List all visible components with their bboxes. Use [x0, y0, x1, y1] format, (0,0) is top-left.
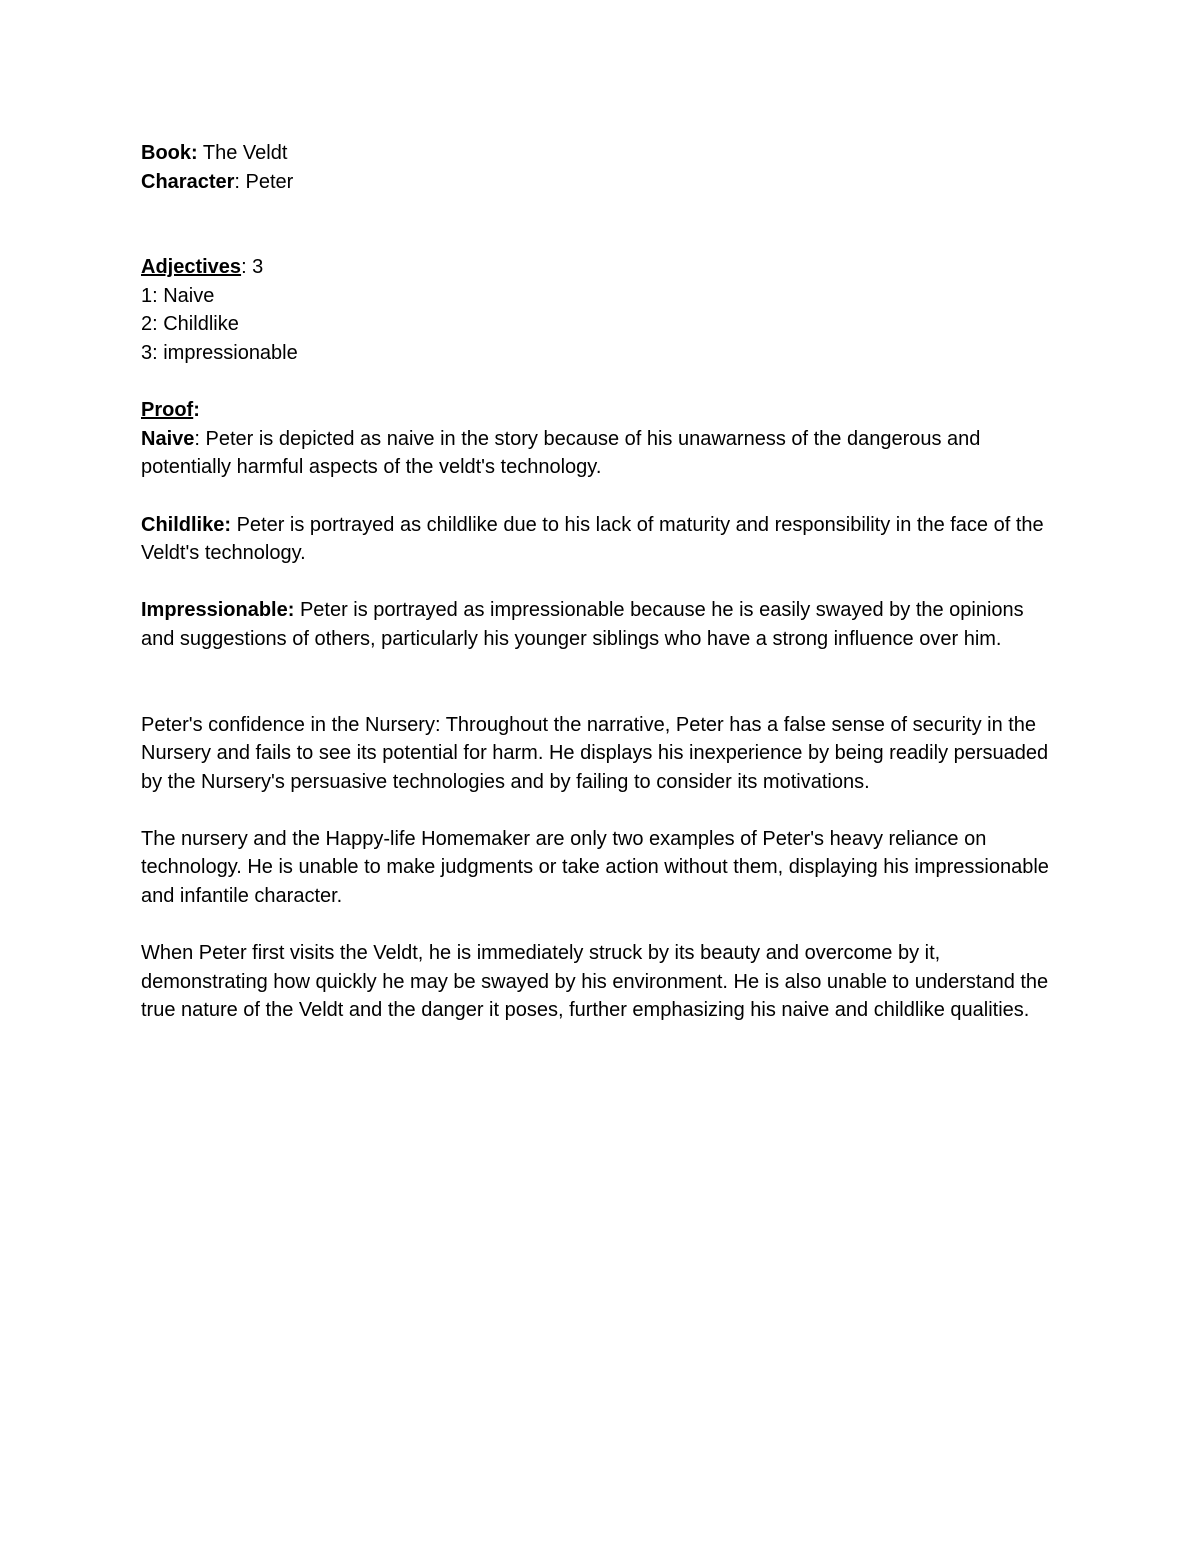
adjectives-count: : 3	[241, 256, 264, 279]
proof-naive-term: Naive	[141, 427, 195, 450]
proof-impressionable-term: Impressionable:	[141, 599, 295, 622]
proof-impressionable	[141, 596, 1061, 653]
proof-childlike-text: Peter is portrayed as childlike due to his lack of maturity and responsibility in the face of the Veldt's technology.	[141, 513, 1044, 565]
proof-heading-line	[141, 396, 1061, 425]
spacer	[141, 911, 1061, 940]
character-line	[141, 168, 1061, 197]
character-label: Character	[141, 170, 235, 193]
character-value: : Peter	[234, 170, 294, 193]
book-label: Book:	[141, 142, 198, 164]
adjectives-heading: Adjectives	[141, 256, 242, 279]
paragraph-reliance: The nursery and the Happy-life Homemaker are only two examples of Peter's heavy reliance on technology. He is unable to make judgments or take action without them, displaying his impressionable and infantile character.	[141, 827, 1049, 908]
proof-impressionable-text: Peter is portrayed as impressionable because he is easily swayed by the opinions and suggestions of others, particularly his younger siblings who have a strong influence over him.	[141, 599, 1024, 650]
spacer	[141, 796, 1061, 825]
spacer	[141, 654, 1061, 711]
document-page	[141, 139, 1061, 1025]
adjective-item-3: 3: impressionable	[141, 341, 298, 364]
paragraph-confidence: Peter's confidence in the Nursery: Throughout the narrative, Peter has a false sense of security in the Nursery and fails to see its potential for harm. He displays his inexperience by being readily persuaded by the Nursery's persuasive technologies and by failing to consider its motivations.	[141, 713, 1049, 793]
spacer	[141, 482, 1061, 511]
spacer	[141, 196, 1061, 253]
proof-naive	[141, 425, 1061, 482]
adjective-item-1: 1: Naive	[141, 284, 215, 307]
book-value: The Veldt	[197, 142, 288, 164]
proof-naive-text: : Peter is depicted as naive in the story because of his unawarness of the dangerous and potentially harmful aspects of the veldt's technology.	[141, 427, 981, 479]
book-line	[141, 139, 1061, 168]
paragraph-first-visit: When Peter first visits the Veldt, he is immediately struck by its beauty and overcome by it, demonstrating how quickly he may be swayed by his environment. He is also unable to understand the true nature of the Veldt and the danger it poses, further emphasizing his naive and childlike qualities.	[141, 942, 1049, 1022]
proof-childlike	[141, 511, 1061, 568]
proof-heading-colon: :	[193, 399, 200, 422]
adjective-item-2: 2: Childlike	[141, 313, 239, 336]
proof-childlike-term: Childlike:	[141, 513, 232, 536]
spacer	[141, 368, 1061, 397]
adjectives-heading-line	[141, 253, 1061, 282]
proof-heading: Proof	[141, 399, 194, 422]
spacer	[141, 568, 1061, 597]
